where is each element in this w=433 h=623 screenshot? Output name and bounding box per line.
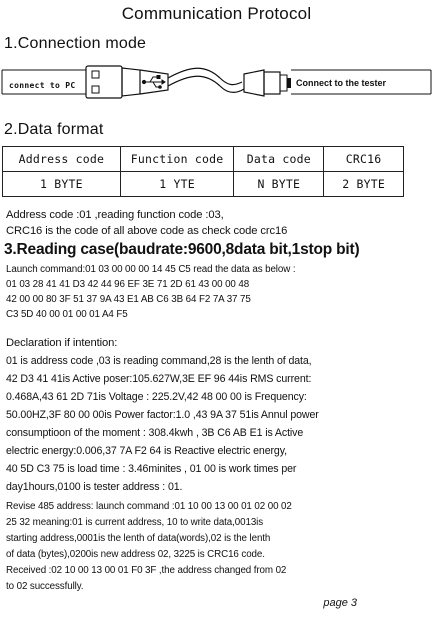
value-data-code: N BYTE bbox=[234, 172, 324, 197]
declaration-line-3: 0.468A,43 61 2D 71is Voltage : 225.2V,42 48 00 00 is Frequency: bbox=[6, 391, 307, 403]
revise-line-4: of data (bytes),0200is new address 02, 3225 is CRC16 code. bbox=[6, 549, 265, 560]
address-note-line-1: Address code :01 ,reading function code :03, bbox=[6, 209, 224, 221]
page-title: Communication Protocol bbox=[121, 4, 312, 23]
data-format-heading: 2.Data format bbox=[4, 121, 104, 138]
value-crc16: 2 BYTE bbox=[324, 172, 404, 197]
declaration-line-5: consumptioon of the moment : 308.4kwh , 3B C6 AB E1 is Active bbox=[6, 427, 304, 439]
reading-case-heading: 3.Reading case(baudrate:9600,8data bit,1stop bit) bbox=[4, 241, 360, 258]
declaration-line-7: 40 5D C3 75 is load time : 3.46minites , 01 00 is work times per bbox=[6, 463, 297, 475]
address-note-line-2: CRC16 is the code of all above code as check code crc16 bbox=[6, 225, 288, 237]
reading-line-4: C3 5D 40 00 01 00 01 A4 F5 bbox=[6, 309, 128, 320]
revise-line-1: Revise 485 address: launch command :01 10 00 13 00 01 02 00 02 bbox=[6, 501, 292, 512]
micro-usb-connector-icon bbox=[244, 70, 264, 96]
revise-line-3: starting address,0001is the lenth of data(words),02 is the lenth bbox=[6, 533, 271, 544]
declaration-heading: Declaration if intention: bbox=[6, 337, 118, 349]
declaration-line-8: day1hours,0100 is tester address : 01. bbox=[6, 481, 183, 493]
revise-line-6: to 02 successfully. bbox=[6, 581, 84, 592]
header-function-code: Function code bbox=[120, 147, 234, 172]
connect-pc-label: connect to PC bbox=[9, 81, 76, 90]
value-function-code: 1 YTE bbox=[120, 172, 234, 197]
table-value-row bbox=[3, 172, 404, 197]
reading-line-2: 01 03 28 41 41 D3 42 44 96 EF 3E 71 2D 61 43 00 00 48 bbox=[6, 279, 250, 290]
connect-tester-label: Connect to the tester bbox=[296, 78, 387, 88]
page-number: page 3 bbox=[323, 597, 357, 609]
header-data-code: Data code bbox=[234, 147, 324, 172]
revise-line-2: 25 32 meaning:01 is current address, 10 to write data,0013is bbox=[6, 517, 264, 528]
data-format-table bbox=[2, 146, 404, 197]
declaration-line-2: 42 D3 41 41is Active poser:105.627W,3E EF 96 44is RMS current: bbox=[6, 373, 312, 385]
revise-line-5: Received :02 10 00 13 00 01 F0 3F ,the address changed from 02 bbox=[6, 565, 287, 576]
connection-heading: 1.Connection mode bbox=[4, 35, 147, 52]
value-address-code: 1 BYTE bbox=[3, 172, 121, 197]
reading-line-3: 42 00 00 80 3F 51 37 9A 43 E1 AB C6 3B 64 F2 7A 37 75 bbox=[6, 294, 251, 305]
header-crc16: CRC16 bbox=[324, 147, 404, 172]
declaration-line-6: electric energy:0.006,37 7A F2 64 is Reactive electric energy, bbox=[6, 445, 287, 457]
declaration-line-1: 01 is address code ,03 is reading command,28 is the lenth of data, bbox=[6, 355, 312, 367]
usb-a-connector-icon bbox=[86, 66, 122, 98]
reading-line-1: Launch command:01 03 00 00 00 14 45 C5 read the data as below : bbox=[6, 264, 296, 275]
declaration-line-4: 50.00HZ,3F 80 00 00is Power factor:1.0 ,43 9A 37 51is Annul power bbox=[6, 409, 319, 421]
header-address-code: Address code bbox=[3, 147, 121, 172]
table-header-row bbox=[3, 147, 404, 172]
